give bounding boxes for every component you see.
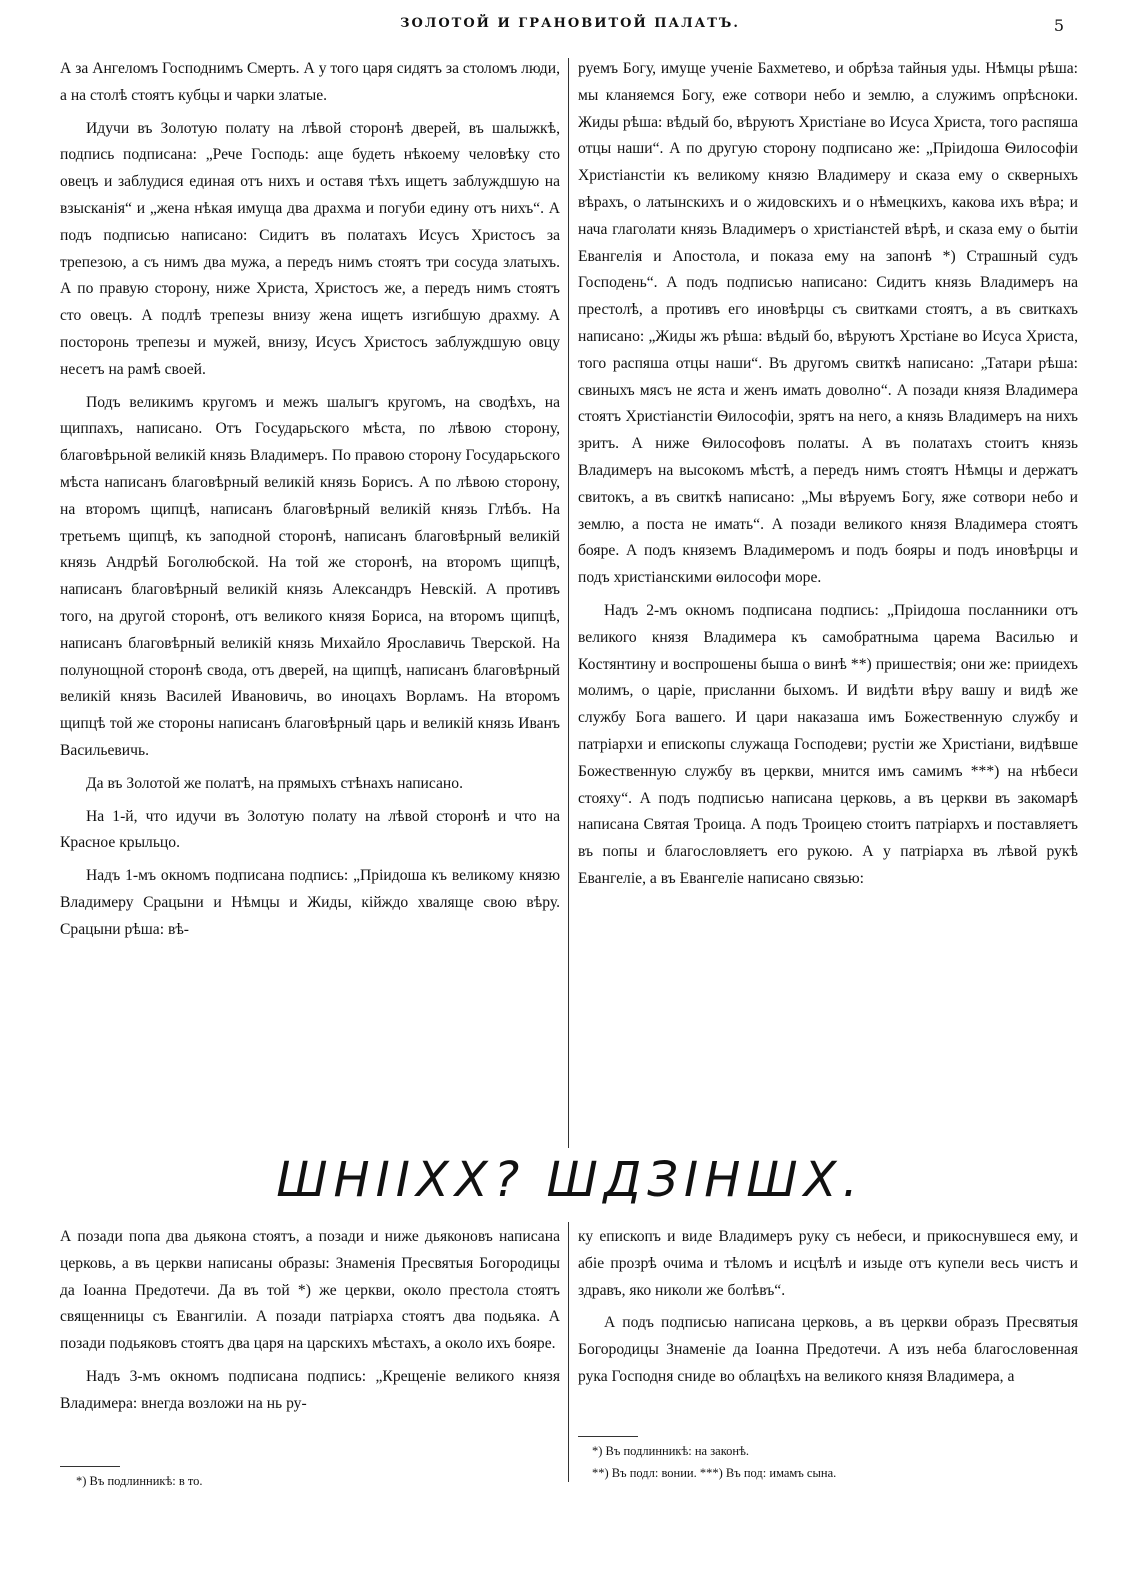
paragraph: Подъ великимъ кругомъ и межъ шалыгъ кругомъ, на сводѣхъ, на щиппахъ, написано. Отъ Государьского мѣста, по лѣвою сторону, благовѣрьной великій князь Владимеръ. По правою сторону Государьского мѣста написанъ благовѣрный великій князь Борисъ. А по лѣвою сторону, на второмъ щипцѣ, написанъ благовѣрный великій князь Глѣбъ. На третьемъ щипцѣ, къ заподной сторонѣ, написанъ благовѣрный великій князь Андрѣй Боголюбской. На той же сторонѣ, на второмъ щипцѣ, написанъ благовѣрный великій князь Александръ Невскій. А противъ того, на другой сторонѣ, отъ великого князя Бориса, на второмъ щипцѣ, написанъ благовѣрный великій князь Михайло Ярославичь Тверской. На полунощной сторонѣ свода, отъ дверей, на щипцѣ, написанъ благовѣрный великій князь Василей Ивановичь, во иноцахъ Ворламъ. На второмъ щипцѣ той же стороны написанъ благовѣрный царь и великій князь Иванъ Васильевичь. bbox=[60, 393, 560, 759]
paragraph: руемъ Богу, имуще ученіе Бахметево, и обрѣза тайныя уды. Нѣмцы рѣша: мы кланяемся Богу, еже сотвори небо и землю, а служимъ опрѣсноки. Жиды рѣша: вѣдый бо, вѣруютъ Христіане во Исуса Христа, того распяша отцы наши“. А по другую сторону подписано же: „Пріидоша Ѳилософіи Христіанстіи къ великому князю Владимеру и сказа ему о скверныхъ вѣрахъ, о латынскихъ и о жидовскихъ и о нѣмецкихъ, какова ихъ вѣра; и нача глаголати князь Владимеръ о христіанстей вѣрѣ, и сказа ему о бытіи Евангелія и Апостола, и показа ему на запонѣ *) Страшный судъ Господень“. А подъ подписью написано: Сидитъ князь Владимеръ на престолѣ, а противъ его иновѣрцы съ свитками стоятъ, а въ свиткахъ написано: „Жиды жъ рѣша: вѣдый бо, вѣруютъ Хрстіане во Исуса Христа, того распяша отцы наши“. Въ другомъ свиткѣ написано: „Татари рѣша: свиныхъ мясъ не яста и женъ имать доволно“. А позади князя Владимера стоятъ Христіанстіи Ѳилософіи, зрятъ на него, а князь Владимеръ на нихъ зритъ. А ниже Ѳилософовъ полаты. А въ полатахъ стоитъ князь Владимеръ на высокомъ мѣстѣ, а передъ нимъ стоятъ Нѣмцы и держатъ свитокъ, а въ свиткѣ написано: „Мы вѣруемъ Богу, яже сотвори небо и землю, а поста не имать“. А позади великого князя Владимера стоятъ бояре. А подъ княземъ Владимеромъ и подъ бояры и подъ иновѣрцы и подъ христіанскими ѳилософи море. bbox=[578, 60, 1078, 587]
paragraph: Идучи въ Золотую полату на лѣвой сторонѣ дверей, въ шалыжкѣ, подпись подписана: „Рече Господь: аще будеть нѣкоему человѣку сто овецъ и заблудися единая отъ нихъ и оставя тѣхъ ищетъ заблуждшую на взысканія“ и „жена нѣкая имуща два драхма и погуби едину отъ нихъ“. А подъ подписью написано: Сидитъ въ полатахъ Исусъ Христосъ за трепезою, а съ нимъ два мужа, а передъ нимъ стоятъ три сосуда златыхъ. А по правую сторону, ниже Христа, Христосъ же, а передъ нимъ стоятъ сто овецъ. А подлѣ трепезы внизу жена ищетъ изгибшую драхму. А посторонь трепезы и мужей, внизу, Исусъ Христосъ заблуждшую овцу несетъ на рамѣ своей. bbox=[60, 119, 560, 378]
top-right-column bbox=[578, 56, 1078, 1146]
bottom-left-column bbox=[60, 1224, 560, 1464]
footnote-rule bbox=[60, 1466, 120, 1467]
bottom-right-column bbox=[578, 1224, 1078, 1424]
paragraph: А за Ангеломъ Господнимъ Смерть. А у того царя сидятъ за столомъ люди, а на столѣ стоятъ кубцы и чарки златые. bbox=[60, 60, 560, 104]
footnote-right-2: **) Въ подл: вонии. ***) Въ под: имамъ сына. bbox=[592, 1466, 837, 1480]
paragraph: На 1-й, что идучи въ Золотую полату на лѣвой сторонѣ и что на Красное крыльцо. bbox=[60, 807, 560, 852]
footnote-rule bbox=[578, 1436, 638, 1437]
paragraph: А подъ подписью написана церковь, а въ церкви образъ Пресвятыя Богородицы Знаменіе да Іоанна Предотечи. А изъ неба благословенная рука Господня сниде во облацѣхъ на великого князя Владимера, а bbox=[578, 1314, 1078, 1385]
paragraph: Надъ 1-мъ окномъ подписана подпись: „Пріидоша къ великому князю Владимеру Срацыни и Нѣмцы и Жиды, кійждо хваляще свою вѣру. Срацыни рѣша: вѣ- bbox=[60, 867, 560, 938]
column-divider bbox=[568, 58, 569, 1148]
header-title: ЗОЛОТОЙ И ГРАНОВИТОЙ ПАЛАТЪ. bbox=[400, 16, 740, 31]
top-left-column bbox=[60, 56, 560, 1146]
paragraph: Да въ Золотой же полатѣ, на прямыхъ стѣнахъ написано. bbox=[86, 774, 463, 792]
running-header bbox=[0, 16, 1140, 40]
paragraph: ку епископъ и виде Владимеръ руку съ небеси, и прикоснувшеся ему, и абіе прозрѣ очима и тѣломъ и исцѣлѣ и изыде отъ купели весь чистъ и здравъ, яко николи же болѣвъ“. bbox=[578, 1228, 1078, 1299]
paragraph: А позади попа два дьякона стоятъ, а позади и ниже дьяконовъ написана церковь, а въ церкви написаны образы: Знаменія Пресвятыя Богородицы да Іоанна Предотечи. Да въ той *) же церкви, около престола стоятъ священницы съ Евангиліи. А позади патріарха стоятъ два подьяка. А позади подьяковъ стоятъ два царя на царскихъ мѣстахъ, а около ихъ бояре. bbox=[60, 1228, 560, 1353]
page-number: 5 bbox=[1053, 16, 1064, 35]
column-divider bbox=[568, 1222, 569, 1482]
footnote-left: *) Въ подлинникѣ: в то. bbox=[76, 1474, 203, 1488]
footnote-right-1: *) Въ подлинникѣ: на законѣ. bbox=[592, 1444, 749, 1458]
ligature-inscription: ШНІІХХ? ШДЗІНШХ. bbox=[276, 1152, 864, 1208]
paragraph: Надъ 3-мъ окномъ подписана подпись: „Крещеніе великого князя Владимера: внегда возложи на нь ру- bbox=[60, 1367, 560, 1412]
paragraph: Надъ 2-мъ окномъ подписана подпись: „Пріидоша посланники отъ великого князя Владимера къ самобратныма царема Василью и Костянтину и воспрошены быша о винѣ **) пришествія; они же: приидехъ молимъ, о царіе, присланни быхомъ. И видѣти вѣру вашу и видѣ же службу Бога вашего. И цари наказаша имъ Божественную службу и патріархи и епископы служаща Господеви; рустіи же Христіани, видѣвше Божественную службу въ церкви, мнится имъ самимъ ***) на нѣбеси стояху“. А подъ подписью написана церковь, а въ церкви въ закомарѣ написана Святая Троица. А подъ Троицею стоитъ патріархъ и поставляетъ въ попы и благословляетъ его рукою. А у патріарха въ лѣвой рукѣ Евангеліе, а въ Евангеліе написано связью: bbox=[578, 601, 1078, 887]
